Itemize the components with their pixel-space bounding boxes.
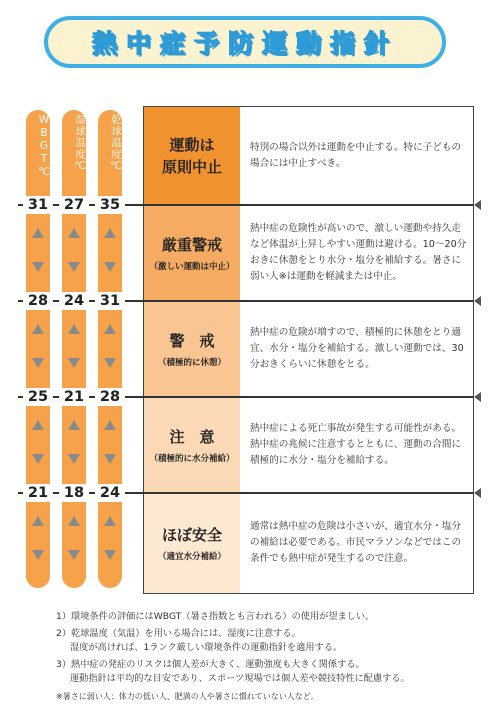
wet-bulb-threshold: 21 [59,388,89,406]
wet-bulb-column-header: 湿球温度℃ [74,114,86,173]
down-arrow-icon [32,358,44,368]
threshold-line-end-icon [474,392,481,402]
up-arrow-icon [32,324,44,334]
level-sub-label: （激しい運動は中止） [149,261,235,272]
down-arrow-icon [104,454,116,464]
level-description: 熱中症の危険性が高いので、激しい運動や持久走など体温が上昇しやすい運動は避ける。10〜20分おきに休憩をとり水分・塩分を補給する。暑さに弱い人※は運動を軽減または中止。 [250,222,467,282]
level-label-line2: 原則中止 [161,157,222,176]
note-item: 2）乾球温度（気温）を用いる場合には、湿度に注意する。 [56,628,301,639]
level-sub-label: （適宜水分補給） [157,552,226,562]
up-arrow-icon [104,228,116,238]
down-arrow-icon [104,358,116,368]
down-arrow-icon [68,262,80,272]
level-sub-label: （積極的に水分補給） [149,453,235,464]
down-arrow-icon [68,550,80,560]
down-arrow-icon [68,454,80,464]
threshold-line-end-icon [474,200,481,210]
up-arrow-icon [104,324,116,334]
up-arrow-icon [68,516,80,526]
dry-bulb-threshold: 28 [95,388,125,406]
up-arrow-icon [32,516,44,526]
note-item: 湿度が高ければ、1ランク厳しい環境条件の運動指針を適用する。 [70,642,343,653]
level-label: 注 意 [169,427,215,446]
level-description: 特別の場合以外は運動を中止する。特に子どもの場合には中止すべき。 [250,141,462,169]
wet-bulb-threshold: 27 [59,196,89,214]
note-item: 運動指針は平均的な目安であり、スポーツ現場では個人差や競技特性に配慮する。 [70,673,410,684]
down-arrow-icon [104,262,116,272]
table-frame [143,106,474,594]
threshold-line-end-icon [474,488,481,498]
down-arrow-icon [68,358,80,368]
wet-bulb-threshold: 24 [59,292,89,310]
up-arrow-icon [104,516,116,526]
level-description: 熱中症による死亡事故が発生する可能性がある。熱中症の兆候に注意するとともに、運動の合間に積極的に水分・塩分を補給する。 [250,422,462,466]
up-arrow-icon [104,420,116,430]
level-label: 厳重警戒 [161,235,222,254]
wet-bulb-threshold: 18 [59,484,89,502]
wbgt-threshold: 25 [23,388,53,406]
down-arrow-icon [32,550,44,560]
footnote: ※暑さに弱い人：体力の低い人、肥満の人や暑さに慣れていない人など。 [56,692,319,701]
dry-bulb-threshold: 31 [95,292,125,310]
note-item: 1）環境条件の評価にはWBGT（暑さ指数とも言われる）の使用が望ましい。 [56,611,375,622]
up-arrow-icon [68,324,80,334]
down-arrow-icon [32,262,44,272]
note-item: 3）熱中症の発症のリスクは個人差が大きく、運動強度も大きく関係する。 [56,659,365,670]
dry-bulb-column-header: 乾球温度℃ [110,114,122,173]
threshold-line-end-icon [474,296,481,306]
up-arrow-icon [32,228,44,238]
level-description: 通常は熱中症の危険は小さいが、適宜水分・塩分の補給は必要である。市民マラソンなどではこの条件でも熱中症が発生するので注意。 [250,521,462,564]
wbgt-threshold: 28 [23,292,53,310]
page-title: 熱中症予防運動指針 [91,29,398,58]
dry-bulb-threshold: 24 [95,484,125,502]
dry-bulb-threshold: 35 [95,196,125,214]
up-arrow-icon [32,420,44,430]
notes [56,610,476,704]
level-label: ほぼ安全 [161,526,222,544]
title-banner [44,16,446,68]
wbgt-threshold: 21 [23,484,53,502]
up-arrow-icon [68,228,80,238]
up-arrow-icon [68,420,80,430]
level-description: 熱中症の危険が増すので、積極的に休憩をとり適宜、水分・塩分を補給する。激しい運動では、30分おきくらいに休憩をとる。 [250,326,464,370]
level-label: 運動は [169,135,215,154]
wbgt-threshold: 31 [23,196,53,214]
down-arrow-icon [104,550,116,560]
level-label: 警 戒 [169,331,215,350]
level-sub-label: （積極的に休憩） [157,357,226,368]
down-arrow-icon [32,454,44,464]
wbgt-column-header: WBGT℃ [38,114,50,179]
